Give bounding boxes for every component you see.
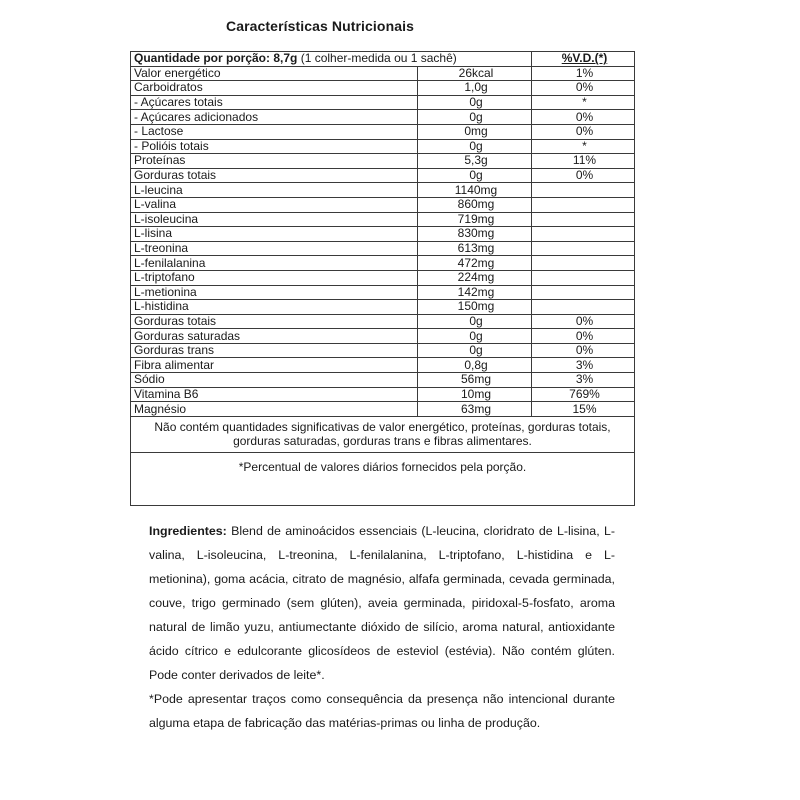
nutrition-grid xyxy=(131,52,634,417)
nutrient-vd: 0% xyxy=(532,124,635,139)
nutrient-vd: 1% xyxy=(532,66,635,81)
nutrient-name: L-treonina xyxy=(131,241,418,256)
significant-quantities-note: Não contém quantidades significativas de valor energético, proteínas, gorduras totais, gorduras saturadas, gorduras trans e fibras alimentares. xyxy=(131,417,634,453)
table-row xyxy=(131,387,634,402)
table-row xyxy=(131,373,634,388)
table-row xyxy=(131,402,634,417)
nutrient-amount: 472mg xyxy=(418,256,532,271)
nutrient-vd xyxy=(532,183,635,198)
nutrient-name: L-histidina xyxy=(131,300,418,315)
nutrient-amount: 0mg xyxy=(418,124,532,139)
nutrient-amount: 0g xyxy=(418,329,532,344)
nutrient-vd xyxy=(532,300,635,315)
nutrient-name: - Lactose xyxy=(131,124,418,139)
serving-size-label: Quantidade por porção: 8,7g xyxy=(134,51,298,66)
nutrient-vd: * xyxy=(532,139,635,154)
page-title: Características Nutricionais xyxy=(226,18,414,34)
nutrient-amount: 1140mg xyxy=(418,183,532,198)
nutrient-vd: 0% xyxy=(532,314,635,329)
daily-value-note: *Percentual de valores diários fornecidos pela porção. xyxy=(238,459,527,474)
ingredients-label: Ingredientes: xyxy=(149,524,227,538)
table-row xyxy=(131,329,634,344)
table-row xyxy=(131,270,634,285)
table-row xyxy=(131,358,634,373)
nutrient-name: Magnésio xyxy=(131,402,418,417)
ingredients-paragraph xyxy=(149,519,615,687)
nutrient-amount: 142mg xyxy=(418,285,532,300)
table-row xyxy=(131,197,634,212)
nutrient-amount: 860mg xyxy=(418,197,532,212)
nutrient-vd: 0% xyxy=(532,343,635,358)
nutrient-vd: 0% xyxy=(532,168,635,183)
serving-size-cell xyxy=(131,52,532,66)
nutrient-name: Gorduras trans xyxy=(131,343,418,358)
table-row xyxy=(131,343,634,358)
nutrient-amount: 63mg xyxy=(418,402,532,417)
table-row xyxy=(131,212,634,227)
table-header-row xyxy=(131,52,634,66)
nutrient-amount: 0g xyxy=(418,343,532,358)
table-row xyxy=(131,154,634,169)
nutrient-amount: 0g xyxy=(418,168,532,183)
table-row xyxy=(131,81,634,96)
nutrient-name: L-isoleucina xyxy=(131,212,418,227)
nutrient-name: - Açúcares adicionados xyxy=(131,110,418,125)
nutrient-name: Valor energético xyxy=(131,66,418,81)
nutrient-name: L-triptofano xyxy=(131,270,418,285)
nutrient-vd xyxy=(532,241,635,256)
nutrient-vd: 11% xyxy=(532,154,635,169)
table-row xyxy=(131,227,634,242)
nutrient-amount: 613mg xyxy=(418,241,532,256)
nutrient-amount: 150mg xyxy=(418,300,532,315)
table-row xyxy=(131,124,634,139)
nutrient-name: L-lisina xyxy=(131,227,418,242)
nutrient-vd: 3% xyxy=(532,373,635,388)
nutrition-table xyxy=(130,51,635,506)
nutrient-name: L-fenilalanina xyxy=(131,256,418,271)
nutrient-amount: 0g xyxy=(418,110,532,125)
nutrient-amount: 830mg xyxy=(418,227,532,242)
trace-note: *Pode apresentar traços como consequência da presença não intencional durante alguma etapa de fabricação das matérias-primas ou linha de produção. xyxy=(149,692,615,730)
ingredients-section xyxy=(149,519,615,735)
table-row xyxy=(131,95,634,110)
nutrient-vd xyxy=(532,197,635,212)
nutrient-amount: 26kcal xyxy=(418,66,532,81)
nutrient-vd: 0% xyxy=(532,110,635,125)
nutrient-amount: 0g xyxy=(418,139,532,154)
table-row xyxy=(131,139,634,154)
nutrient-amount: 10mg xyxy=(418,387,532,402)
nutrient-vd xyxy=(532,285,635,300)
table-row xyxy=(131,110,634,125)
nutrient-amount: 0,8g xyxy=(418,358,532,373)
nutrient-vd: 0% xyxy=(532,81,635,96)
nutrient-name: L-leucina xyxy=(131,183,418,198)
vd-header-label: %V.D.(*) xyxy=(561,51,608,66)
nutrient-name: - Polióis totais xyxy=(131,139,418,154)
nutrient-vd xyxy=(532,227,635,242)
nutrient-vd: 0% xyxy=(532,329,635,344)
nutrient-vd xyxy=(532,270,635,285)
nutrient-vd xyxy=(532,256,635,271)
nutrient-name: Vitamina B6 xyxy=(131,387,418,402)
nutrient-vd: * xyxy=(532,95,635,110)
serving-size-detail: (1 colher-medida ou 1 sachê) xyxy=(297,51,457,66)
nutrient-amount: 0g xyxy=(418,95,532,110)
nutrition-grid-body xyxy=(131,52,634,416)
nutrient-name: Sódio xyxy=(131,373,418,388)
table-row xyxy=(131,241,634,256)
nutrient-name: Proteínas xyxy=(131,154,418,169)
vd-header-cell xyxy=(532,52,635,66)
table-row xyxy=(131,168,634,183)
nutrient-vd: 15% xyxy=(532,402,635,417)
nutrient-name: - Açúcares totais xyxy=(131,95,418,110)
nutrient-name: L-valina xyxy=(131,197,418,212)
table-row xyxy=(131,314,634,329)
ingredients-text: Blend de aminoácidos essenciais (L-leucina, cloridrato de L-lisina, L-valina, L-isoleucina, L-treonina, L-fenilalanina, L-triptofano, L-histidina e L-metionina), goma acácia, citrato de magnésio, alfafa germinada, cevada germinada, couve, trigo germinado (sem glúten), aveia germinada, piridoxal-5-fosfato, aroma natural de limão yuzu, antiumectante dióxido de silício, aroma natural, antioxidante ácido cítrico e edulcorante glicosídeos de esteviol (estévia). Não contém glúten. Pode conter derivados de leite*. xyxy=(149,524,615,682)
table-row xyxy=(131,183,634,198)
nutrient-vd: 3% xyxy=(532,358,635,373)
nutrient-name: Fibra alimentar xyxy=(131,358,418,373)
nutrient-amount: 0g xyxy=(418,314,532,329)
nutrient-amount: 224mg xyxy=(418,270,532,285)
nutrient-amount: 1,0g xyxy=(418,81,532,96)
nutrient-name: Gorduras totais xyxy=(131,168,418,183)
nutrient-name: Gorduras totais xyxy=(131,314,418,329)
table-row xyxy=(131,285,634,300)
nutrient-amount: 56mg xyxy=(418,373,532,388)
nutrient-name: Gorduras saturadas xyxy=(131,329,418,344)
table-row xyxy=(131,66,634,81)
table-row xyxy=(131,256,634,271)
nutrient-amount: 719mg xyxy=(418,212,532,227)
nutrient-amount: 5,3g xyxy=(418,154,532,169)
nutrient-vd: 769% xyxy=(532,387,635,402)
nutrient-vd xyxy=(532,212,635,227)
nutrient-name: L-metionina xyxy=(131,285,418,300)
nutrient-name: Carboidratos xyxy=(131,81,418,96)
table-row xyxy=(131,300,634,315)
